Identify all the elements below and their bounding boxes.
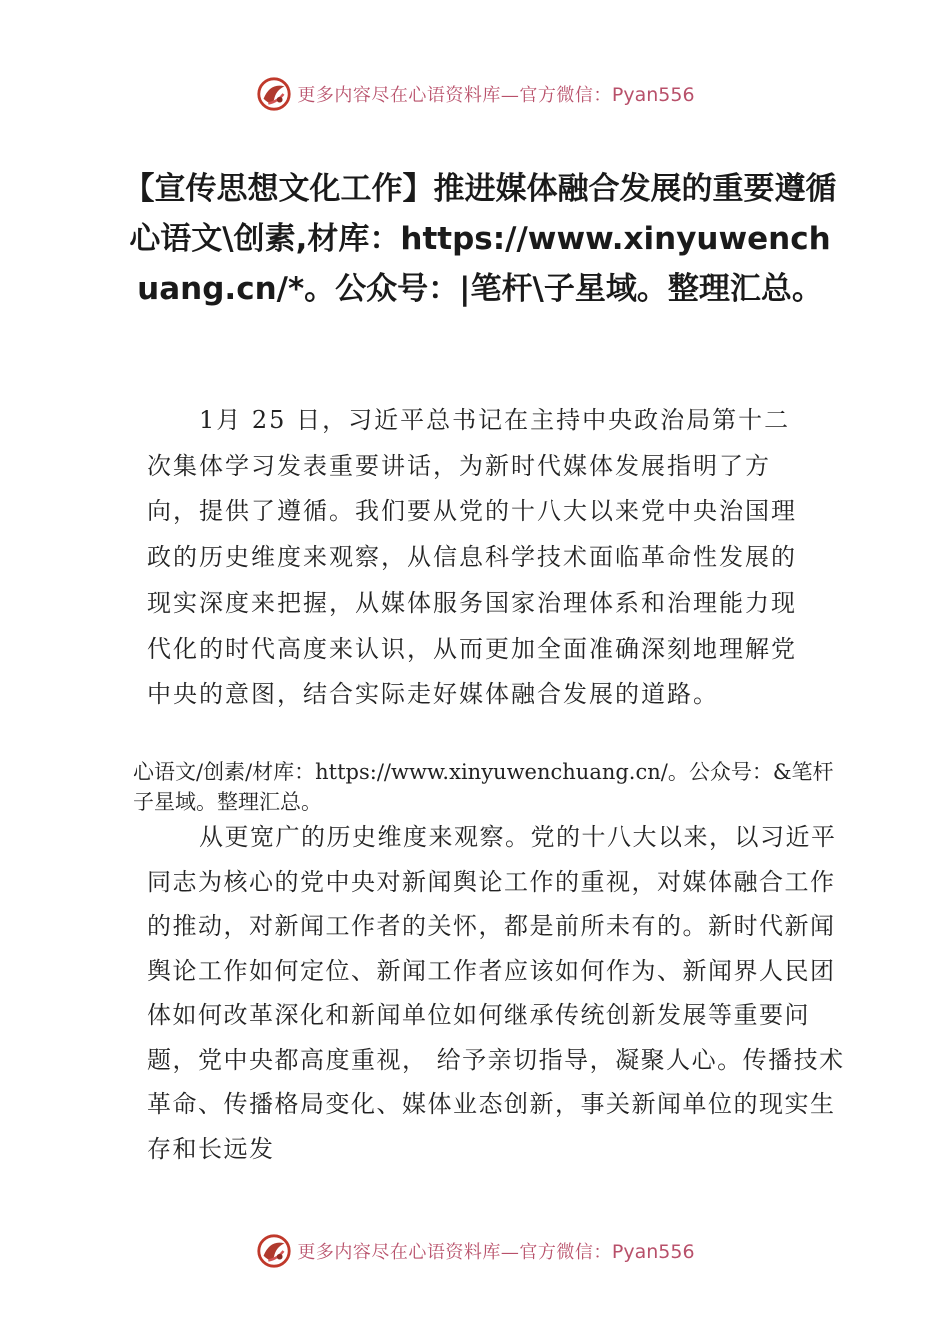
paragraph-1: 1月 25 日，习近平总书记在主持中央政治局第十二次集体学习发表重要讲话，为新时代媒体发展指明了方向，提供了遵循。我们要从党的十八大以来党中央治国理政的历史维度来观察，从信息科学技术面临革命性发展的现实深度来把握，从媒体服务国家治理体系和治理能力现代化的时代高度来认识，从而更加全面准确深刻地理解党中央的意图，结合实际走好媒体融合发展的道路。	[147, 406, 797, 709]
document-title: 【宣传思想文化工作】推进媒体融合发展的重要遵循心语文\创素,材库：https://www.xinyuwenchuang.cn/*。公众号：|笔杆\子星域。整理汇总。	[123, 171, 837, 307]
header-banner	[0, 69, 950, 119]
footer-banner-text	[297, 1238, 694, 1264]
red-swirl-logo-icon	[255, 1232, 293, 1270]
footer-banner	[0, 1226, 950, 1276]
header-wechat-id: Pyan556	[611, 84, 695, 106]
footer-banner-label: 更多内容尽在心语资料库—官方微信：	[297, 1242, 612, 1263]
paragraph-2: 从更宽广的历史维度来观察。党的十八大以来，以习近平同志为核心的党中央对新闻舆论工作的重视，对媒体融合工作的推动，对新闻工作者的关怀，都是前所未有的。新时代新闻舆论工作如何定位、新闻工作者应该如何作为、新闻界人民团体如何改革深化和新闻单位如何继承传统创新发展等重要问题，党中央都高度重视， 给予亲切指导，凝聚人心。传播技术革命、传播格局变化、媒体业态创新，事关新闻单位的现实生存和长远发	[147, 823, 845, 1163]
header-banner-label: 更多内容尽在心语资料库—官方微信：	[297, 85, 612, 106]
footer-wechat-id: Pyan556	[611, 1241, 695, 1263]
source-note: 心语文/创素/材库：https://www.xinyuwenchuang.cn/。公众号：&笔杆子星域。整理汇总。	[133, 760, 834, 814]
red-swirl-logo-icon	[255, 75, 293, 113]
header-banner-text	[297, 81, 694, 107]
